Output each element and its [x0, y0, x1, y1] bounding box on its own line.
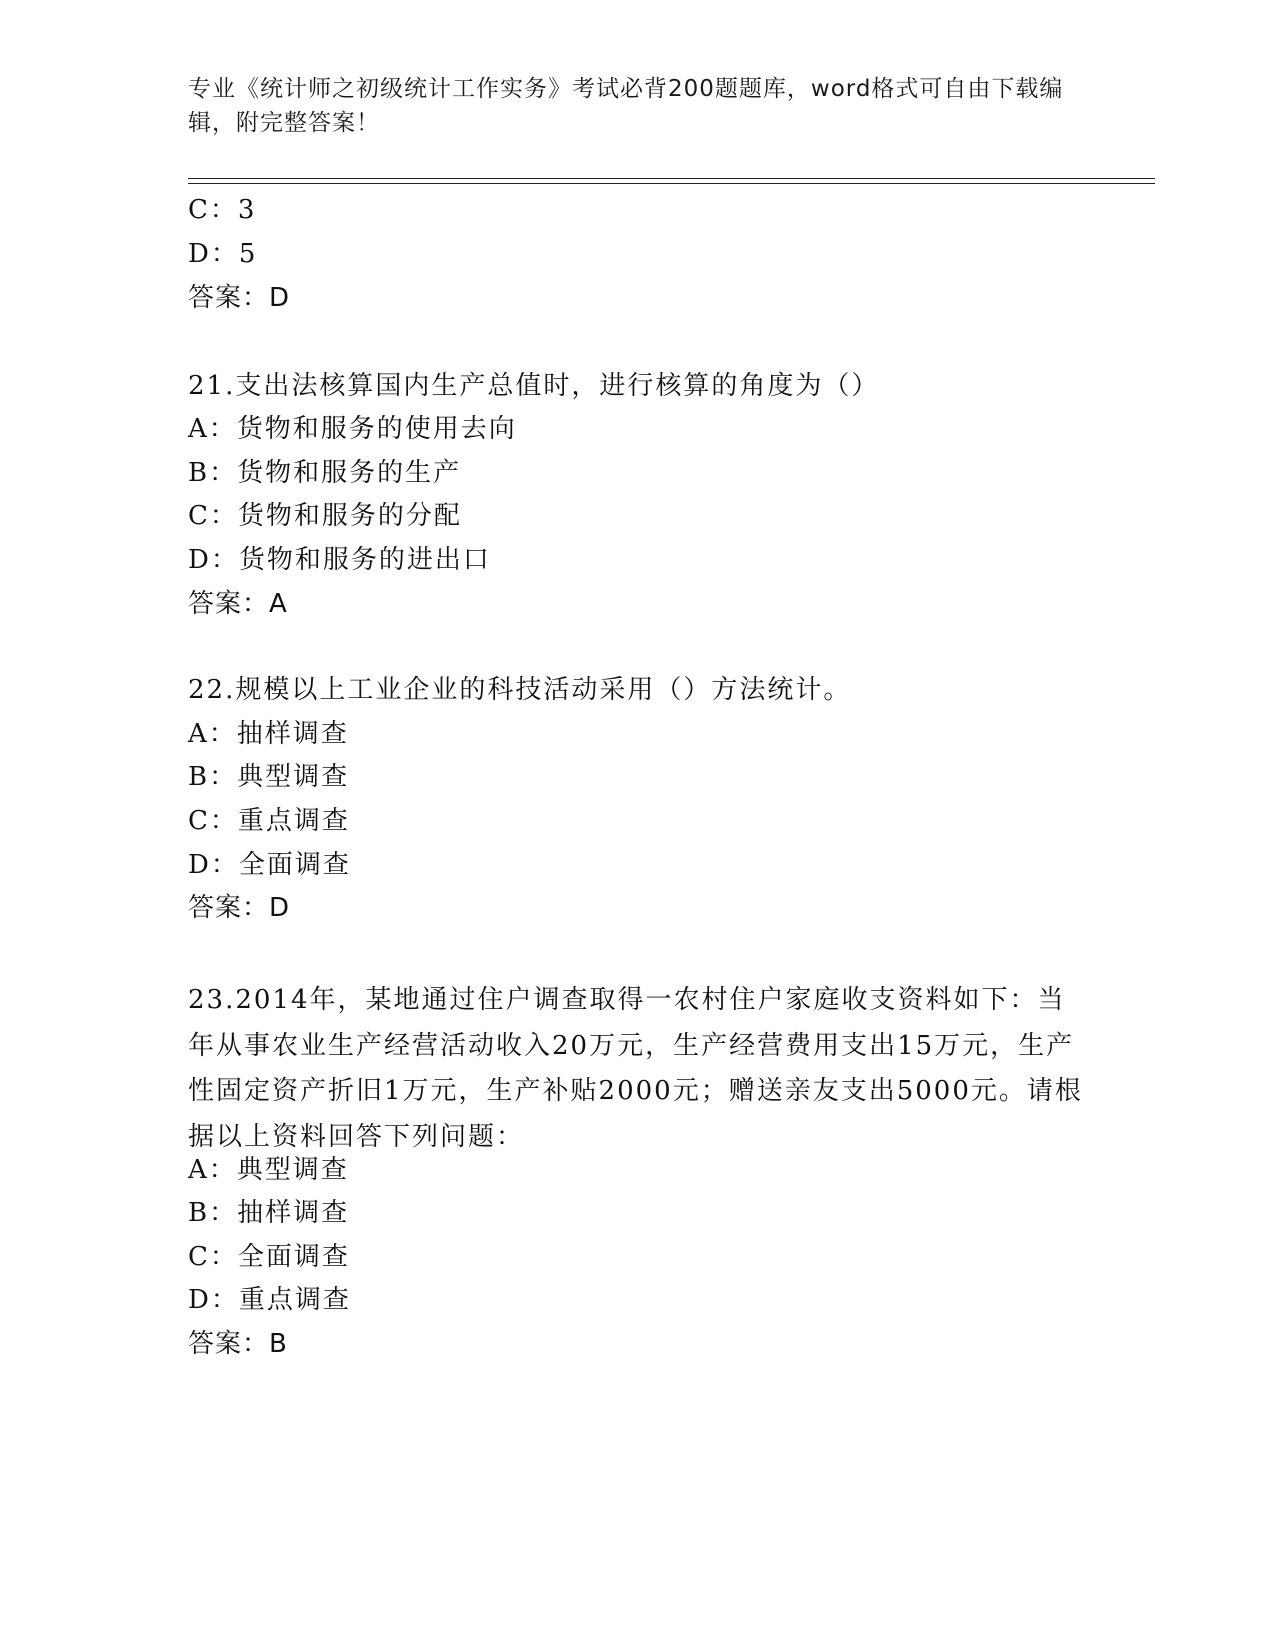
option-d: D：5	[188, 239, 258, 269]
option-d: D：重点调查	[188, 1285, 351, 1315]
option-b: B：典型调查	[188, 762, 350, 792]
document-header: 专业《统计师之初级统计工作实务》考试必背200题题库，word格式可自由下载编辑，附完整答案！	[188, 76, 1064, 136]
header-rule-top	[188, 178, 1155, 179]
option-a: A：货物和服务的使用去向	[188, 414, 517, 444]
answer-line: 答案：D	[188, 283, 291, 313]
header-rule-bottom	[188, 183, 1155, 184]
option-a: A：典型调查	[188, 1155, 349, 1185]
option-a: A：抽样调查	[188, 719, 349, 749]
answer-line: 答案：D	[188, 893, 291, 923]
option-c: C：重点调查	[188, 806, 350, 836]
answer-line: 答案：A	[188, 589, 288, 619]
option-b: B：货物和服务的生产	[188, 458, 462, 488]
option-d: D：货物和服务的进出口	[188, 545, 491, 575]
option-d: D：全面调查	[188, 850, 351, 880]
answer-line: 答案：B	[188, 1329, 288, 1359]
option-c: C：货物和服务的分配	[188, 501, 462, 531]
question-stem: 23.2014年，某地通过住户调查取得一农村住户家庭收支资料如下：当年从事农业生产经营活动收入20万元，生产经营费用支出15万元，生产性固定资产折旧1万元，生产补贴2000元；赠送亲友支出5000元。请根据以上资料回答下列问题：	[188, 985, 1083, 1152]
option-c: C：3	[188, 195, 257, 225]
question-stem: 22.规模以上工业企业的科技活动采用（）方法统计。	[188, 675, 852, 705]
option-c: C：全面调查	[188, 1242, 350, 1272]
question-stem: 21.支出法核算国内生产总值时，进行核算的角度为（）	[188, 371, 880, 401]
option-b: B：抽样调查	[188, 1198, 350, 1228]
